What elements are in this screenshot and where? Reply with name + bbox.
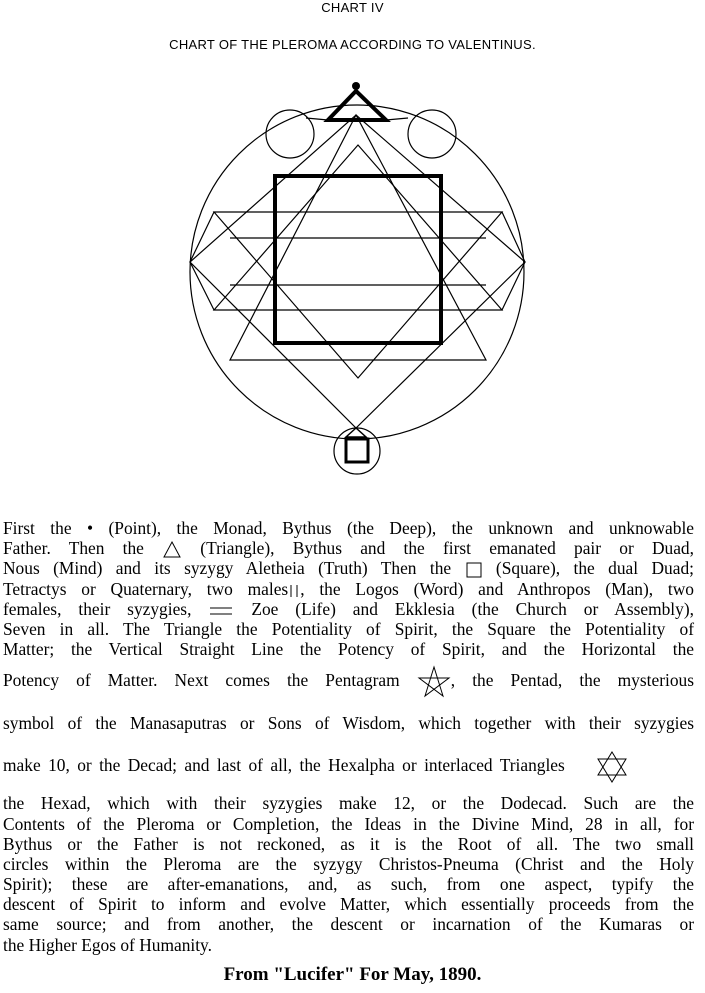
text-line: same source; and from another, the descent or incarnation of the Kumaras or: [3, 914, 694, 935]
text-line: Potency of Matter. Next comes the Pentagram , the Pentad, the mysterious: [3, 659, 694, 702]
text-line: the Hexad, which with their syzygies make 12, or the Dodecad. Such are the: [3, 793, 694, 814]
central-square: [275, 176, 441, 343]
text-line: Father. Then the (Triangle), Bythus and the first emanated pair or Duad,: [3, 538, 694, 559]
horizontal-chords: [230, 238, 486, 285]
two-vertical-lines-icon: [288, 583, 300, 599]
lower-square: [346, 439, 368, 462]
text-line: make 10, or the Decad; and last of all, the Hexalpha or interlaced Triangles: [3, 744, 694, 787]
small-circle-left: [266, 110, 314, 158]
pleroma-circle: [190, 105, 524, 439]
source-citation: From "Lucifer" For May, 1890.: [223, 964, 482, 985]
text-line: Contents of the Pleroma or Completion, the Ideas in the Divine Mind, 28 in all, for: [3, 813, 694, 834]
chart-title: CHART OF THE PLEROMA ACCORDING TO VALENTINUS.: [169, 37, 536, 52]
text-line: Nous (Mind) and its syzygy Aletheia (Truth) Then the (Square), the dual Duad;: [3, 558, 694, 579]
hexagon-sides: [190, 212, 525, 310]
text-line: Spirit); these are after-emanations, and, as such, from one aspect, typify the: [3, 874, 694, 895]
square-icon: [465, 561, 483, 579]
large-diamond: [190, 115, 525, 428]
text-line: First the • (Point), the Monad, Bythus (the Deep), the unknown and unknowable: [3, 518, 694, 538]
text-line: descent of Spirit to inform and evolve Matter, which essentially proceeds from the: [3, 894, 694, 915]
downward-triangle: [214, 212, 502, 378]
two-horizontal-lines-icon: [208, 604, 234, 618]
text-line: symbol of the Manasaputras or Sons of Wisdom, which together with their syzygies: [3, 713, 694, 734]
text-line: Bythus or the Father is not reckoned, as it is the Root of all. The two small: [3, 833, 694, 854]
explanatory-text: [3, 518, 694, 955]
triangle-icon: [162, 540, 182, 560]
text-line: Seven in all. The Triangle the Potentiality of Spirit, the Square the Potentiality of: [3, 618, 694, 639]
pentagram-icon: [417, 665, 451, 699]
text-line: Matter; the Vertical Straight Line the Potency of Spirit, and the Horizontal the: [3, 639, 694, 660]
text-line: Tetractys or Quaternary, two males , the Logos (Word) and Anthropos (Man), two: [3, 578, 694, 599]
small-circle-right: [408, 110, 456, 158]
text-line: females, their syzygies, Zoe (Life) and Ekklesia (the Church or Assembly),: [3, 598, 694, 619]
text-line: the Higher Egos of Humanity.: [3, 934, 212, 955]
chart-label: CHART IV: [321, 0, 384, 15]
text-line: circles within the Pleroma are the syzygy Christos-Pneuma (Christ and the Holy: [3, 853, 694, 874]
hexagram-icon: [594, 750, 630, 784]
lower-circle: [334, 428, 380, 474]
